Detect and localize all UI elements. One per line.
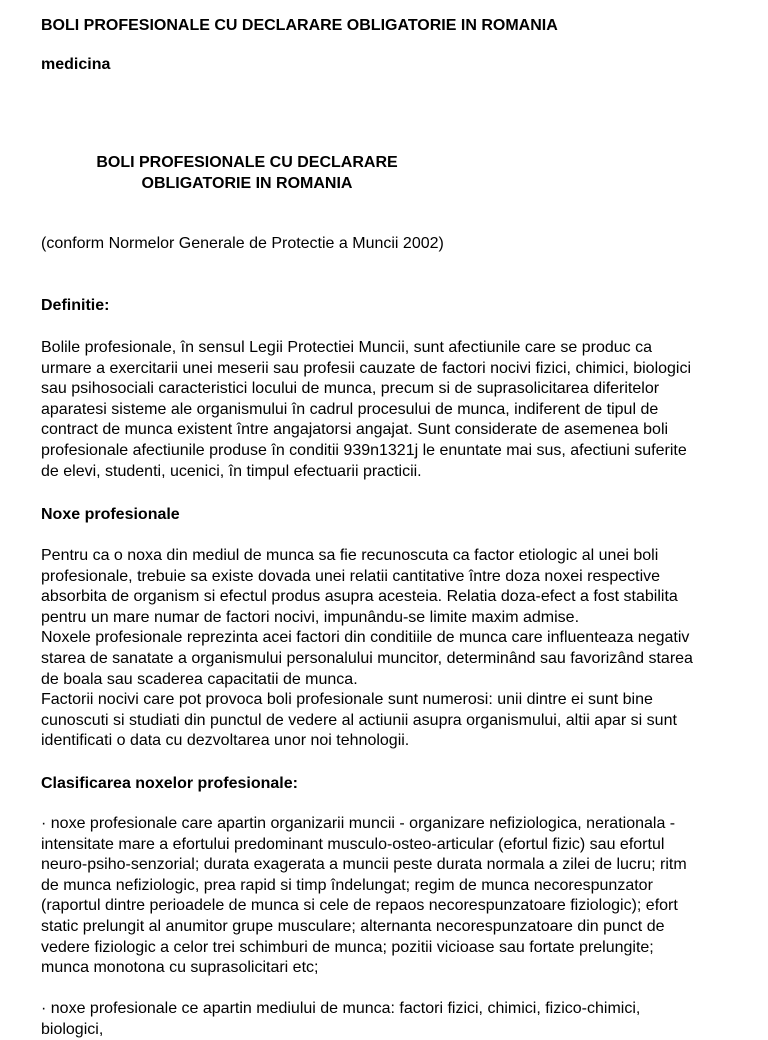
text-line: Factorii nocivi care pot provoca boli profesionale sunt numerosi: unii dintre ei sunt bine <box>41 691 653 709</box>
text-line: contract de munca existent între angajatorsi angajat. Sunt considerate de asemenea boli <box>41 421 669 439</box>
text-line: Bolile profesionale, în sensul Legii Protectiei Muncii, sunt afectiunile care se produc ca <box>41 339 652 356</box>
text-line: (raportul dintre perioadele de munca si cele de repaos necorespunzatoare fiziologic); efort <box>41 897 678 915</box>
text-line: Pentru ca o noxa din mediul de munca sa fie recunoscuta ca factor etiologic al unei boli <box>41 547 659 564</box>
noxe-paragraph <box>41 546 693 752</box>
bullet-item <box>41 999 640 1040</box>
text-line: absorbita de organism si efectul produs asupra acesteia. Relatia doza-efect a fost stabilita <box>41 588 678 606</box>
text-line: biologici, <box>41 1020 104 1038</box>
clasificarea-heading: Clasificarea noxelor profesionale: <box>41 775 298 792</box>
text-line: aparatesi sisteme ale organismului în cadrul procesului de munca, indiferent de tipul de <box>41 400 659 418</box>
text-line: profesionale afectiunile produse în conditii 939n1321j le enuntate mai sus, afectiuni suferite <box>41 441 687 459</box>
centered-title-line: BOLI PROFESIONALE CU DECLARARE <box>96 154 398 171</box>
text-line: munca monotona cu suprasolicitari etc; <box>41 959 319 977</box>
text-line: sau psihosociali caracteristici locului de munca, precum si de suprasolicitarea diferitelor <box>41 380 660 398</box>
text-line: de boala sau scaderea capacitatii de munca. <box>41 670 358 688</box>
noxe-heading: Noxe profesionale <box>41 506 180 523</box>
text-line: static prelungit al anumitor grupe musculare; alternanta necorespunzatoare din punct de <box>41 917 665 935</box>
text-line: · noxe profesionale ce apartin mediului de munca: factori fizici, chimici, fizico-chimici, <box>41 1000 641 1017</box>
text-line: Noxele profesionale reprezinta acei factori din conditiile de munca care influenteaza negativ <box>41 629 690 647</box>
text-line: intensitate mare a efortului predominant musculo-osteo-articular (efortul fizic) sau efortul <box>41 835 665 853</box>
text-line: vedere fiziologic a celor trei schimburi de munca; pozitii vicioase sau fortate prelungite; <box>41 938 654 956</box>
text-line: de elevi, studenti, ucenici, în timpul efectuarii practicii. <box>41 462 422 480</box>
text-line: de munca nefiziologic, prea rapid si timp îndelungat; regim de munca necorespunzator <box>41 876 653 894</box>
text-line: urmare a exercitarii unei meserii sau profesii cauzate de factori nocivi fizici, chimici, biologici <box>41 359 692 377</box>
text-line: · noxe profesionale care apartin organizarii muncii - organizare nefiziologica, nerationala - <box>41 815 676 832</box>
text-line: neuro-psiho-senzorial; durata exagerata a muncii peste durata normala a zilei de lucru; ritm <box>41 856 687 874</box>
document-title: BOLI PROFESIONALE CU DECLARARE OBLIGATORIE IN ROMANIA <box>41 17 558 34</box>
bullet-item <box>41 814 687 979</box>
centered-title <box>41 153 453 194</box>
document-category: medicina <box>41 56 111 73</box>
conform-note: (conform Normelor Generale de Protectie a Muncii 2002) <box>41 235 444 252</box>
text-line: starea de sanatate a organismului personalului muncitor, determinând sau favorizând starea <box>41 649 693 667</box>
text-line: cunoscuti si studiati din punctul de vedere al actiunii asupra organismului, altii apar si sunt <box>41 711 677 729</box>
text-line: identificati o data cu dezvoltarea unor noi tehnologii. <box>41 732 410 750</box>
text-line: pentru un mare numar de factori nocivi, impunându-se limite maxim admise. <box>41 608 580 626</box>
centered-title-line: OBLIGATORIE IN ROMANIA <box>141 174 353 192</box>
definitie-heading: Definitie: <box>41 297 110 314</box>
definitie-paragraph <box>41 338 691 482</box>
text-line: profesionale, trebuie sa existe dovada unei relatii cantitative între doza noxei respective <box>41 567 661 585</box>
